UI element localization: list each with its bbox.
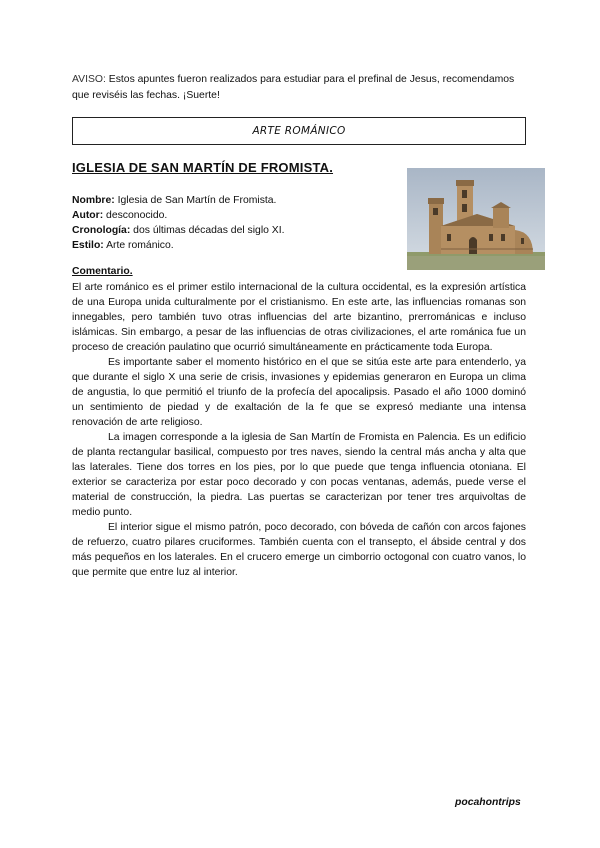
comment-label: Comentario. bbox=[72, 266, 133, 277]
footer-signature: pocahontrips bbox=[455, 797, 521, 808]
notice-prefix: AVISO: bbox=[72, 74, 106, 85]
meta-estilo-label: Estilo: bbox=[72, 240, 104, 251]
commentary-body bbox=[72, 280, 526, 580]
meta-estilo-value: Arte románico. bbox=[103, 240, 174, 251]
meta-cronologia-label: Cronología: bbox=[72, 225, 131, 236]
meta-nombre bbox=[72, 193, 392, 208]
section-title: ARTE ROMÁNICO bbox=[252, 125, 346, 137]
meta-cronologia-value: dos últimas décadas del siglo XI. bbox=[130, 225, 285, 236]
notice-text: Estos apuntes fueron realizados para estudiar para el prefinal de Jesus, recomendamos que reviséis las fechas. ¡Suerte! bbox=[72, 74, 515, 101]
meta-estilo bbox=[72, 238, 392, 253]
meta-nombre-label: Nombre: bbox=[72, 195, 115, 206]
church-photo bbox=[407, 168, 545, 270]
section-title-box bbox=[72, 117, 526, 145]
meta-cronologia bbox=[72, 223, 392, 238]
artwork-metadata bbox=[72, 193, 392, 253]
meta-autor-value: desconocido. bbox=[103, 210, 168, 221]
paragraph: El interior sigue el mismo patrón, poco decorado, con bóveda de cañón con arcos fajones de refuerzo, cuatro pilares cruciformes. También cuenta con el transepto, el ábside central y dos más pequeños en los laterales. En el crucero emerge un cimborrio octogonal con cuatro vanos, lo que permite que entre luz al interior. bbox=[72, 522, 526, 578]
meta-autor bbox=[72, 208, 392, 223]
page-heading: IGLESIA DE SAN MARTÍN DE FROMISTA. bbox=[72, 160, 334, 175]
church-illustration bbox=[407, 168, 545, 270]
paragraph: El arte románico es el primer estilo internacional de la cultura occidental, es la expresión artística de una Europa unida culturalmente por el cristianismo. En este arte, las influencias romanas son innegables, pero también tuvo otras influencias del arte bizantino, prerrománicas e incluso islámicas. Sin embargo, a pesar de las influencias de otras civilizaciones, el arte románica fue un proceso de creación paulatino que ocurrió simultáneamente en prácticamente toda Europa. bbox=[72, 282, 526, 353]
notice bbox=[72, 72, 532, 104]
paragraph: Es importante saber el momento histórico en el que se sitúa este arte para entenderlo, ya que durante el siglo X una serie de crisis, invasiones y epidemias generaron en Europa un clima de angustia, lo que permitió el triunfo de la profecía del apocalipsis. Pasado el año 1000 dominó un sentimiento de piedad y de exaltación de la fe que se expresó mediante una intensa renovación de arte religioso. bbox=[72, 357, 526, 428]
meta-nombre-value: Iglesia de San Martín de Fromista. bbox=[114, 195, 277, 206]
meta-autor-label: Autor: bbox=[72, 210, 104, 221]
paragraph: La imagen corresponde a la iglesia de San Martín de Fromista en Palencia. Es un edificio de planta rectangular basilical, compuesto por tres naves, siendo la central más ancha y alta que las laterales. Tiene dos torres en los pies, por lo que puede que tenga influencia otoniana. El exterior se caracteriza por estar poco decorado y con pocas ventanas, además, puede verse el material de construcción, la piedra. Las puertas se caracterizan por tener tres arquivoltas de medio punto. bbox=[72, 432, 526, 518]
